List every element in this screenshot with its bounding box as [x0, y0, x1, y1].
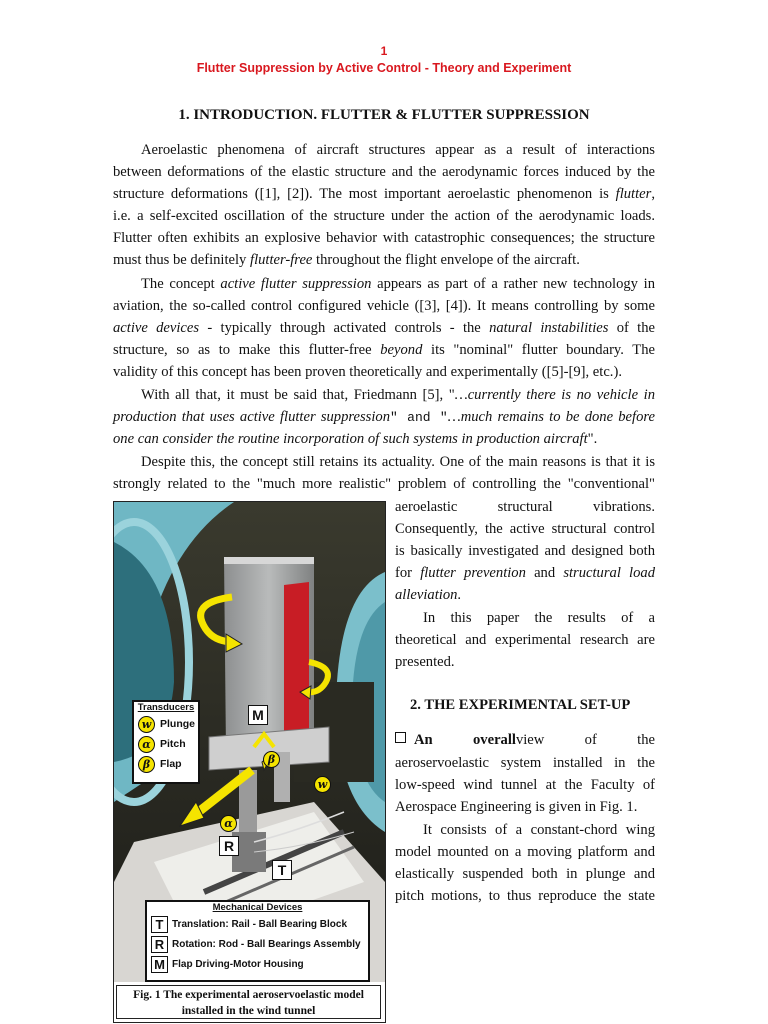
text-line: theoretical and experimental research are: [395, 632, 655, 648]
legend-item: α Pitch: [134, 734, 198, 754]
section-heading-setup: 2. THE EXPERIMENTAL SET-UP: [410, 697, 631, 713]
text-line: alleviation.: [395, 587, 462, 603]
flap-symbol: β: [138, 756, 155, 773]
text-line: presented.: [395, 654, 455, 670]
text-line: Consequently, the active structural control: [395, 521, 655, 537]
legend-item: w Plunge: [134, 714, 198, 734]
legend-item: β Flap: [134, 754, 198, 774]
text-line: production that uses active flutter suppression" and "…much remains to be done before: [113, 409, 655, 425]
mechanical-devices-legend: [145, 900, 370, 982]
text-line: elastically suspended both in plunge and: [395, 866, 655, 882]
text-line: low-speed wind tunnel at the Faculty of: [395, 777, 655, 793]
text-line: Flutter often exhibits an explosive behavior with catastrophic consequences; the structure: [113, 230, 655, 246]
text-line: In this paper the results of a: [423, 610, 655, 626]
transducers-title: Transducers: [137, 702, 195, 713]
text-line: An overallview of the: [395, 729, 655, 751]
text-line: structure, so as to make this flutter-free beyond its "nominal" flutter boundary. The: [113, 342, 655, 358]
mechanical-devices-title: Mechanical Devices: [212, 902, 303, 913]
text-line: active devices - typically through activated controls - the natural instabilities of the: [113, 320, 655, 336]
text-line: must thus be definitely flutter-free throughout the flight envelope of the aircraft.: [113, 252, 580, 268]
text-line: for flutter prevention and structural load: [395, 565, 655, 581]
plunge-symbol: w: [138, 716, 155, 733]
pitch-symbol: α: [138, 736, 155, 753]
transducers-legend: [132, 700, 200, 784]
figure-caption: Fig. 1 The experimental aeroservoelastic model installed in the wind tunnel: [116, 985, 381, 1019]
text-line: is basically investigated and designed both: [395, 543, 655, 559]
text-line: aeroelastic structural vibrations.: [395, 499, 655, 515]
text-line: The concept active flutter suppression appears as part of a rather new technology in: [141, 276, 655, 292]
text-line: aeroservoelastic system installed in the: [395, 755, 655, 771]
text-line: Aeroelastic phenomena of aircraft structures appear as a result of interactions: [141, 142, 655, 158]
page-number: 1: [380, 44, 388, 58]
text-line: one can consider the routine incorporation of such systems in production aircraft".: [113, 431, 598, 447]
figure-1: [113, 501, 386, 1023]
legend-item: R Rotation: Rod - Ball Bearings Assembly: [147, 934, 368, 954]
photo-label-m: M: [248, 705, 268, 725]
text-line: strongly related to the "much more realistic" problem of controlling the "conventional": [113, 476, 655, 492]
alpha-marker: α: [220, 815, 237, 832]
beta-marker: β: [263, 751, 280, 768]
photo-label-r: R: [219, 836, 239, 856]
text-line: model mounted on a moving platform and: [395, 844, 655, 860]
text-line: Aerospace Engineering is given in Fig. 1.: [395, 799, 638, 815]
text-line: validity of this concept has been proven theoretically and experimentally ([5]-[9], etc.).: [113, 364, 622, 380]
text-line: aviation, the so-called control configured vehicle ([3], [4]). It means controlling by some: [113, 298, 655, 314]
checkbox-square-icon: [395, 732, 406, 743]
text-line: pitch motions, to thus reproduce the state: [395, 888, 655, 904]
running-title: Flutter Suppression by Active Control - Theory and Experiment: [196, 61, 572, 75]
text-line: i.e. a self-excited oscillation of the structure under the action of the aerodynamic loads.: [113, 208, 655, 224]
photo-label-t: T: [272, 860, 292, 880]
legend-item: T Translation: Rail - Ball Bearing Block: [147, 914, 368, 934]
w-marker: w: [314, 776, 331, 793]
section-heading-introduction: 1. INTRODUCTION. FLUTTER & FLUTTER SUPPRESSION: [178, 107, 590, 123]
text-line: structure deformations ([1], [2]). The most important aeroelastic phenomenon is flutter,: [113, 186, 655, 202]
legend-item: M Flap Driving-Motor Housing: [147, 954, 368, 974]
text-line: Despite this, the concept still retains its actuality. One of the main reasons is that it is: [141, 454, 655, 470]
text-line: With all that, it must be said that, Friedmann [5], "…currently there is no vehicle in: [141, 387, 656, 403]
text-line: It consists of a constant-chord wing: [423, 822, 655, 838]
text-line: between deformations of the elastic structure and the aerodynamic forces induced by the: [113, 164, 655, 180]
